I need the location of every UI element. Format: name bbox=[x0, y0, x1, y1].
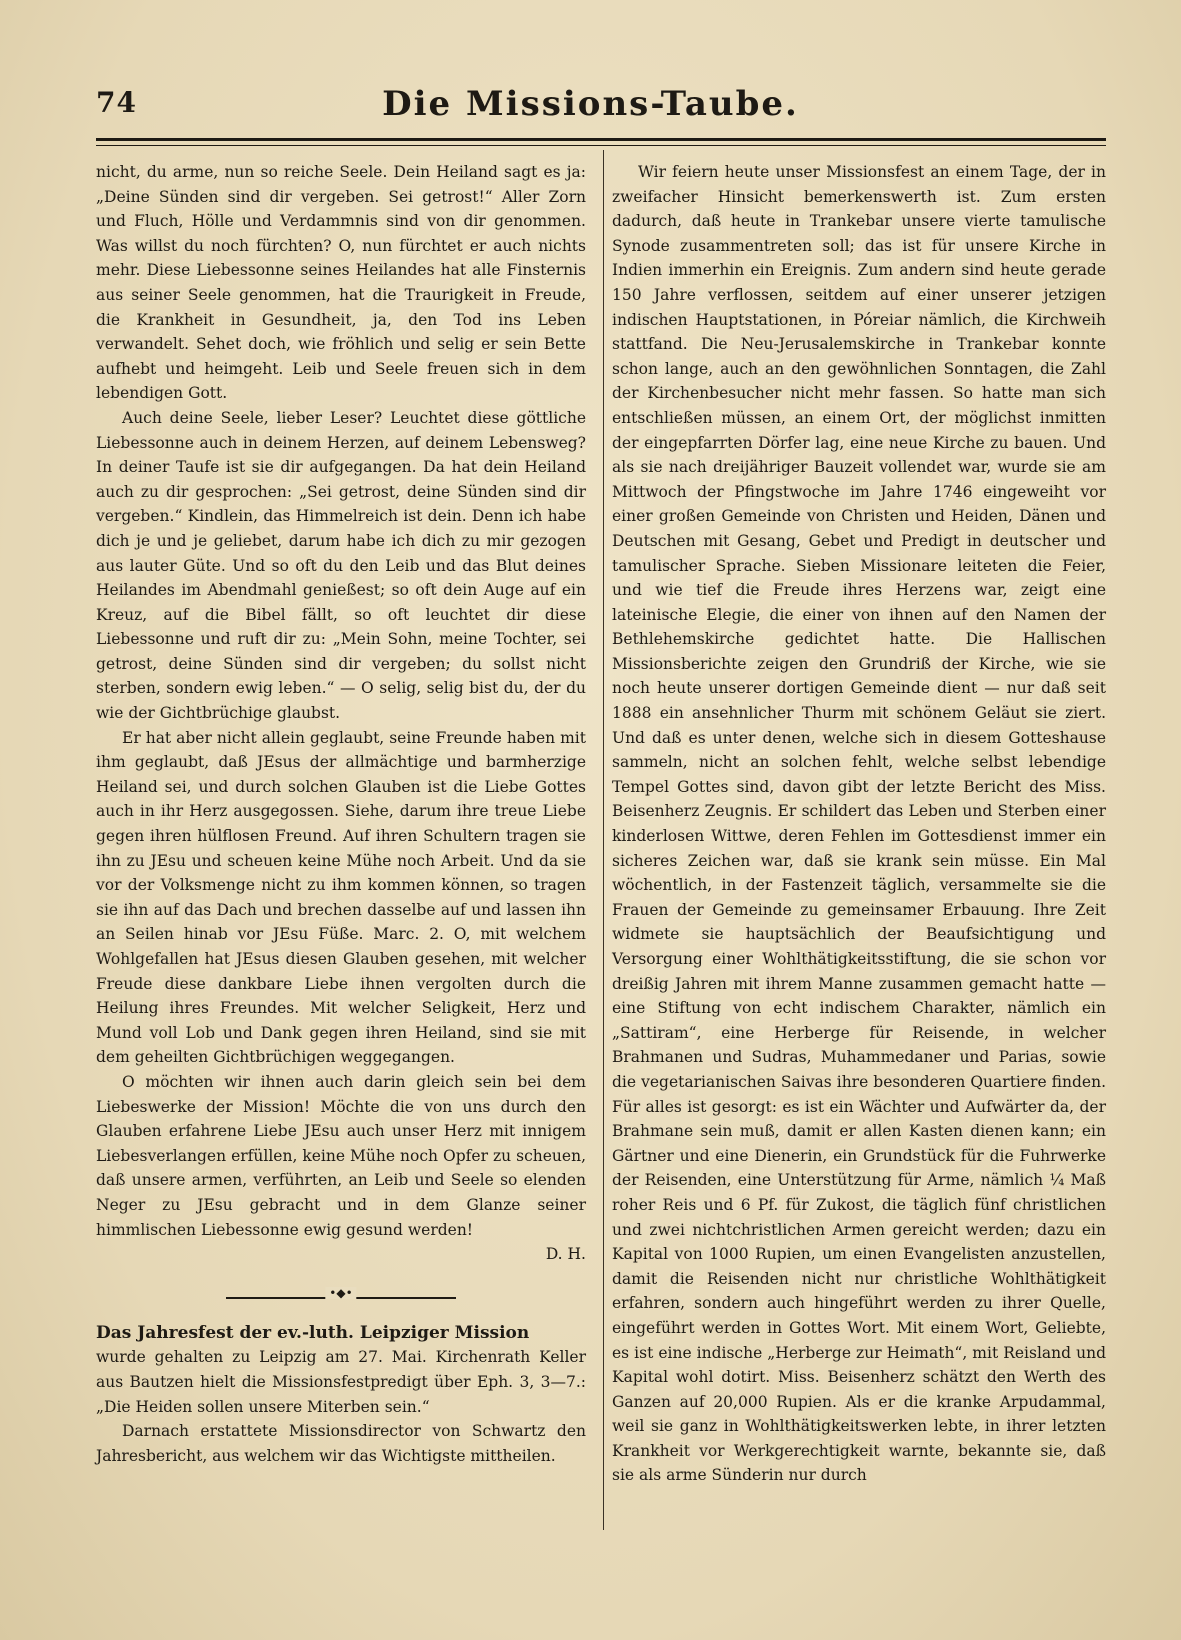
paragraph: Auch deine Seele, lieber Leser? Leuchtet diese göttliche Liebessonne auch in deinem Herzen, auf deinem Lebensweg? In deiner Taufe ist sie dir aufgegangen. Da hat dein Heiland auch zu dir gesprochen: „Sei getrost, deine Sünden sind dir vergeben.“ Kindlein, das Himmelreich ist dein. Denn ich habe dich je und je geliebet, darum habe ich dich zu mir gezogen aus lauter Güte. Und so oft du den Leib und das Blut deines Heilandes im Abendmahl genießest; so oft dein Auge auf ein Kreuz, auf die Bibel fällt, so oft leuchtet dir diese Liebessonne und ruft dir zu: „Mein Sohn, meine Tochter, sei getrost, deine Sünden sind dir vergeben; du sollst nicht sterben, sondern ewig leben.“ — O selig, selig bist du, der du wie der Gichtbrüchige glaubst. bbox=[96, 408, 586, 723]
author-signature: D. H. bbox=[545, 1245, 586, 1264]
paragraph: O möchten wir ihnen auch darin gleich sein bei dem Liebeswerke der Mission! Möchte die von uns durch den Glauben erfahrene Liebe JEsu auch unser Herz mit innigem Liebesverlangen erfüllen, keine Mühe noch Opfer zu scheuen, daß unsere armen, verführten, an Leib und Seele so elenden Neger zu JEsu gebracht und in dem Glanze seiner himmlischen Liebessonne ewig gesund werden! bbox=[96, 1072, 586, 1239]
article-title: Das Jahresfest der ev.-luth. Leipziger Mission bbox=[96, 1322, 530, 1343]
ornament-glyph: •◆• bbox=[325, 1287, 356, 1299]
paragraph: Wir feiern heute unser Missionsfest an einem Tage, der in zweifacher Hinsicht bemerkenswerth ist. Zum ersten dadurch, daß heute in Trankebar unsere vierte tamulische Synode zusammentreten soll; das ist für unsere Kirche in Indien immerhin ein Ereignis. Zum andern sind heute gerade 150 Jahre verflossen, seitdem auf einer unserer jetzigen indischen Hauptstationen, in Póreiar nämlich, die Kirchweih stattfand. Die Neu-Jerusalemskirche in Trankebar konnte schon lange, auch an den gewöhnlichen Sonntagen, die Zahl der Kirchenbesucher nicht mehr fassen. So hatte man sich entschließen müssen, an einem Ort, der möglichst inmitten der eingepfarrten Dörfer lag, eine neue Kirche zu bauen. Und als sie nach dreijähriger Bauzeit vollendet war, wurde sie am Mittwoch der Pfingstwoche im Jahre 1746 eingeweiht vor einer großen Gemeinde von Christen und Heiden, Dänen und Deutschen mit Gesang, Gebet und Predigt in deutscher und tamulischer Sprache. Sieben Missionare leiteten die Feier, und wie tief die Freude ihres Herzens war, zeigt eine lateinische Elegie, die einer von ihnen auf den Namen der Bethlehemskirche gedichtet hatte. Die Hallischen Missionsberichte zeigen den Grundriß der Kirche, wie sie noch heute unserer dortigen Gemeinde dient — nur daß seit 1888 ein ansehnlicher Thurm mit schönem Geläut sie ziert. Und daß es unter denen, welche sich in diesem Gotteshause sammeln, nicht an solchen fehlt, welche selbst lebendige Tempel Gottes sind, davon gibt der letzte Bericht des Miss. Beisenherz Zeugnis. Er schildert das Leben und Sterben einer kinderlosen Wittwe, deren Fehlen im Gottesdienst immer ein sicheres Zeichen war, daß sie krank sein müsse. Ein Mal wöchentlich, in der Fastenzeit täglich, versammelte sie die Frauen der Gemeinde zu gemeinsamer Erbauung. Ihre Zeit widmete sie hauptsächlich der Beaufsichtigung und Versorgung einer Wohlthätigkeitsstiftung, die sie schon vor dreißig Jahren mit ihrem Manne zusammen gemacht hatte — eine Stiftung von echt indischem Charakter, nämlich ein „Sattiram“, eine Herberge für Reisende, in welcher Brahmanen und Sudras, Muhammedaner und Parias, sowie die vegetarianischen Saivas ihre besonderen Quartiere finden. Für alles ist gesorgt: es ist ein Wächter und Aufwärter da, der Brahmane sein muß, damit er allen Kasten dienen kann; ein Gärtner und eine Dienerin, ein Grundstück für die Fuhrwerke der Reisenden, eine Unterstützung für Arme, nämlich ¼ Maß roher Reis und 6 Pf. für Zukost, die täglich fünf christlichen und zwei nichtchristlichen Armen gereicht werden; dazu ein Kapital von 1000 Rupien, um einen Evangelisten anzustellen, damit die Reisenden nicht nur christliche Wohlthätigkeit erfahren, sondern auch hingeführt werden zu ihrer Quelle, eingeführt werden in Gottes Wort. Mit einem Wort, Geliebte, es ist eine indische „Herberge zur Heimath“, mit Reisland und Kapital wohl dotirt. Miss. Beisenherz schätzt den Werth des Ganzen auf 20,000 Rupien. Als er die kranke Arpudammal, weil sie ganz in Wohlthätigkeitswerken lebte, in ihrer letzten Krankheit vor Werkgerechtigkeit warnte, bekannte sie, daß sie als arme Sünderin nur durch bbox=[612, 163, 1106, 1485]
paragraph: wurde gehalten zu Leipzig am 27. Mai. Kirchenrath Keller aus Bautzen hielt die Missionsfestpredigt über Eph. 3, 3—7.: „Die Heiden sollen unsere Miterben sein.“ bbox=[96, 1348, 586, 1416]
page-number: 74 bbox=[96, 86, 137, 119]
section-ornament bbox=[226, 1285, 456, 1301]
paragraph: Er hat aber nicht allein geglaubt, seine Freunde haben mit ihm geglaubt, daß JEsus der allmächtige und barmherzige Heiland sei, und durch solchen Glauben ist die Liebe Gottes auch in ihr Herz ausgegossen. Siehe, darum ihre treue Liebe gegen ihren hülflosen Freund. Auf ihren Schultern tragen sie ihn zu JEsu und scheuen keine Mühe noch Arbeit. Und da sie vor der Volksmenge nicht zu ihm kommen können, so tragen sie ihn auf das Dach und brechen dasselbe auf und lassen ihn an Seilen hinab vor JEsu Füße. Marc. 2. O, mit welchem Wohlgefallen hat JEsus diesen Glauben gesehen, mit welcher Freude diese dankbare Liebe ihnen vergolten durch die Heilung ihres Freundes. Mit welcher Seligkeit, Herz und Mund voll Lob und Dank gegen ihren Heiland, sind sie mit dem geheilten Gichtbrüchigen weggegangen. bbox=[96, 728, 586, 1067]
left-column bbox=[96, 160, 586, 1468]
paragraph: Darnach erstattete Missionsdirector von Schwartz den Jahresbericht, aus welchem wir das Wichtigste mittheilen. bbox=[96, 1422, 586, 1465]
paragraph: nicht, du arme, nun so reiche Seele. Dein Heiland sagt es ja: „Deine Sünden sind dir vergeben. Sei getrost!“ Aller Zorn und Fluch, Hölle und Verdammnis sind von dir genommen. Was willst du noch fürchten? O, nun fürchtet er auch nichts mehr. Diese Liebessonne seines Heilandes hat alle Finsternis aus seiner Seele genommen, hat die Traurigkeit in Freude, die Krankheit in Gesundheit, ja, den Tod ins Leben verwandelt. Sehet doch, wie fröhlich und selig er sein Bette aufhebt und heimgeht. Leib und Seele freuen sich in dem lebendigen Gott. bbox=[96, 163, 586, 403]
header-rule-thin bbox=[96, 145, 1106, 146]
header-rule bbox=[96, 138, 1106, 141]
right-column bbox=[612, 160, 1106, 1488]
column-divider bbox=[603, 150, 604, 1530]
masthead-title: Die Missions-Taube. bbox=[382, 84, 799, 124]
